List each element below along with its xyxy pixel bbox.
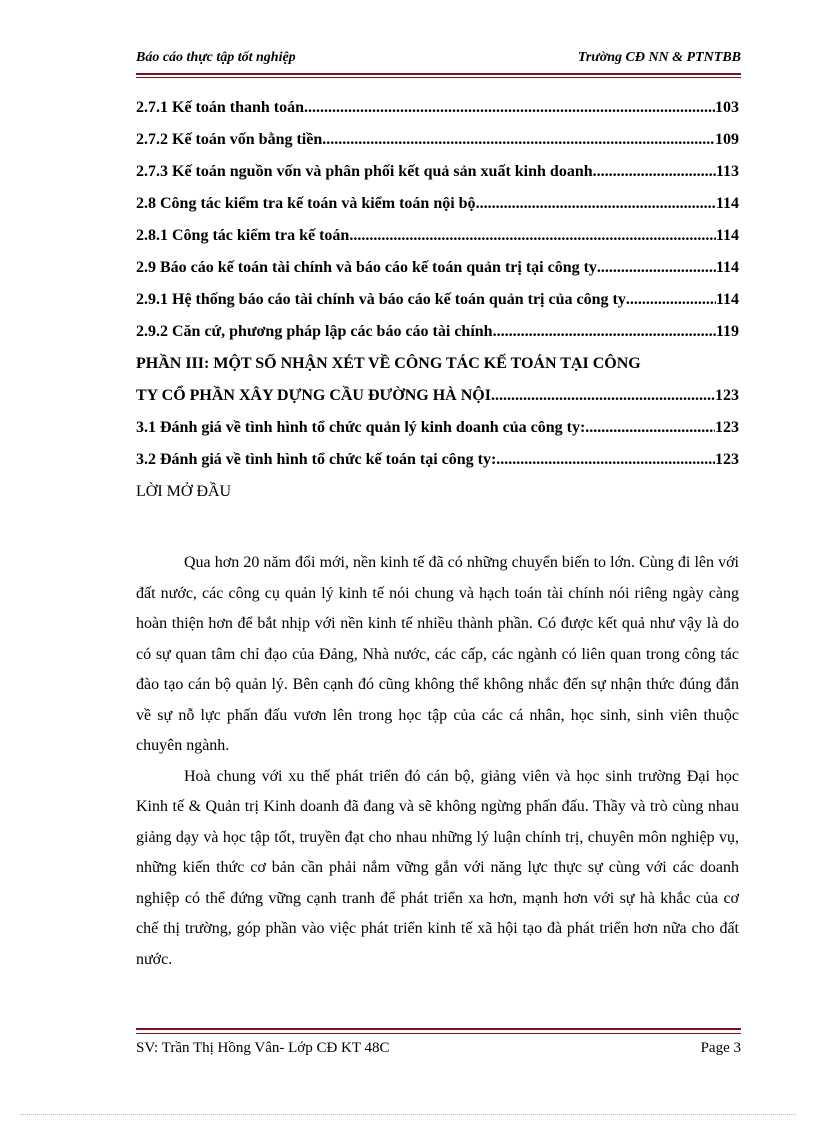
toc-part3-line2[interactable] xyxy=(136,380,739,412)
toc-entry-page: 123 xyxy=(715,451,739,468)
header-divider-thin xyxy=(136,77,741,78)
toc-entry-title: 2.9 Báo cáo kế toán tài chính và báo cáo kế toán quản trị tại công ty xyxy=(136,259,597,276)
toc-leader-dots xyxy=(493,316,716,348)
header-divider xyxy=(136,73,741,75)
body-paragraph: Qua hơn 20 năm đổi mới, nền kinh tế đã có những chuyển biến to lớn. Cùng đi lên với đất nước, các công cụ quản lý kinh tế nói chung và hạch toán tài chính nói riêng ngày càng hoàn thiện hơn để bắt nhịp với nền kinh tế nhiều thành phần. Có được kết quả như vậy là do có sự quan tâm chỉ đạo của Đảng, Nhà nước, các cấp, các ngành có liên quan trong công tác đào tạo cán bộ quản lý. Bên cạnh đó cũng không thể không nhắc đến sự nhận thức đúng đắn về sự nỗ lực phấn đấu vươn lên trong học tập của các cá nhân, học sinh, sinh viên thuộc chuyên ngành. xyxy=(136,554,739,754)
footer-student-info: SV: Trần Thị Hồng Vân- Lớp CĐ KT 48C xyxy=(136,1040,390,1056)
toc-entry-page: 114 xyxy=(715,195,739,212)
intro-heading: LỜI MỞ ĐẦU xyxy=(136,483,232,500)
toc-leader-dots xyxy=(304,92,715,124)
toc-entry-page: 103 xyxy=(715,99,739,116)
toc-leader-dots xyxy=(476,188,716,220)
toc-leader-dots xyxy=(597,252,716,284)
toc-entry-title: 3.1 Đánh giá về tình hình tổ chức quản lý kinh doanh của công ty: xyxy=(136,419,586,436)
toc-leader-dots xyxy=(585,412,715,444)
toc-entry-title: 2.7.3 Kế toán nguồn vốn và phân phối kết quả sản xuất kinh doanh xyxy=(136,163,593,180)
footer-page-number: Page 3 xyxy=(700,1040,741,1056)
toc-leader-dots xyxy=(491,380,715,412)
toc-entry[interactable] xyxy=(136,156,739,188)
toc-entry-title: 3.2 Đánh giá về tình hình tổ chức kế toán tại công ty: xyxy=(136,451,497,468)
header-report-title: Báo cáo thực tập tốt nghiệp xyxy=(136,50,296,65)
toc-entry-title: 2.7.1 Kế toán thanh toán xyxy=(136,99,305,116)
toc-entry-title: 2.9.2 Căn cứ, phương pháp lập các báo cáo tài chính xyxy=(136,323,493,340)
body-text xyxy=(136,548,739,975)
toc-entry-page: 113 xyxy=(715,163,739,180)
toc-leader-dots xyxy=(349,220,716,252)
toc-entry-title: 2.7.2 Kế toán vốn bằng tiền xyxy=(136,131,323,148)
toc-entry-page: 123 xyxy=(715,387,739,404)
toc-entry-title: 2.8.1 Công tác kiểm tra kế toán xyxy=(136,227,350,244)
page-header xyxy=(136,50,741,70)
toc-entry[interactable] xyxy=(136,188,739,220)
toc-entry-page: 114 xyxy=(715,291,739,308)
toc-part3-line1[interactable]: PHẦN III: MỘT SỐ NHẬN XÉT VỀ CÔNG TÁC KẾ TOÁN TẠI CÔNG xyxy=(136,355,641,372)
toc-entry-page: 114 xyxy=(715,227,739,244)
toc-entry[interactable] xyxy=(136,124,739,156)
toc-entry[interactable] xyxy=(136,284,739,316)
toc-entry-page: 123 xyxy=(715,419,739,436)
table-of-contents xyxy=(136,92,739,476)
footer-divider-thin xyxy=(136,1033,741,1034)
toc-entry-title: TY CỔ PHẦN XÂY DỰNG CẦU ĐƯỜNG HÀ NỘI xyxy=(136,387,491,404)
toc-entry-page: 119 xyxy=(715,323,739,340)
toc-leader-dots xyxy=(626,284,716,316)
footer-divider xyxy=(136,1028,741,1030)
toc-entry-page: 109 xyxy=(715,131,739,148)
toc-entry[interactable] xyxy=(136,252,739,284)
body-paragraph: Hoà chung với xu thế phát triển đó cán bộ, giảng viên và học sinh trường Đại học Kinh tế & Quản trị Kinh doanh đã đang và sẽ không ngừng phấn đấu. Thầy và trò cùng nhau giảng dạy và học tập tốt, truyền đạt cho nhau những lý luận chính trị, chuyên môn nghiệp vụ, những kiến thức cơ bản cần phải nắm vững gắn với năng lực thực sự cùng với các doanh nghiệp có thể đứng vững cạnh tranh để phát triển xa hơn, mạnh hơn với sự hà khắc của cơ chế thị trường, góp phần vào việc phát triển kinh tế xã hội tạo đà phát triển hơn nữa cho đất nước. xyxy=(136,767,739,968)
toc-entry-page: 114 xyxy=(715,259,739,276)
toc-entry[interactable] xyxy=(136,220,739,252)
toc-leader-dots xyxy=(322,124,715,156)
toc-entry[interactable] xyxy=(136,316,739,348)
page-bottom-edge xyxy=(20,1114,796,1115)
toc-entry[interactable] xyxy=(136,92,739,124)
toc-entry[interactable] xyxy=(136,444,739,476)
header-school-name: Trường CĐ NN & PTNTBB xyxy=(577,50,741,65)
toc-entry-title: 2.8 Công tác kiểm tra kế toán và kiểm toán nội bộ xyxy=(136,195,476,212)
toc-leader-dots xyxy=(593,156,716,188)
toc-leader-dots xyxy=(496,444,715,476)
toc-entry[interactable] xyxy=(136,412,739,444)
toc-entry-title: 2.9.1 Hệ thống báo cáo tài chính và báo cáo kế toán quản trị của công ty xyxy=(136,291,626,308)
